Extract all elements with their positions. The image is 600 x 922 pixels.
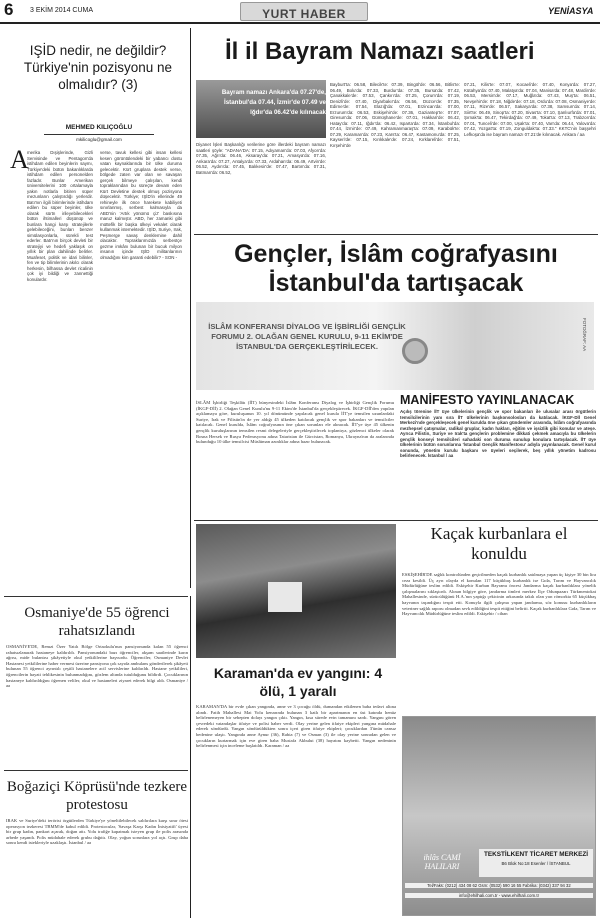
bayram-headline: İl il Bayram Namazı saatleri — [225, 38, 535, 65]
column-text-2: verse, tavuk kellesi gibi insan kellesi kesen görüntülendeki bir yabancı dostu vatan kaynaklarında bir ülke duruma gelecektir. Kürt gruplara destek verse, bölgede zaten var olan ve savaşan gerçek bilmeye çalışılan, kendi topraklarından bu süreçte devam eden Kürt Devletine destek olmuş pozisyona düşecektir. Türkiye; IŞİD'in ellerinde 49 rehineyle ilk önce harekete kabiliyeti sınırlanmış, serbest kalmasıyla da ABD'nin 'Artık yönümü çiz' baskısına maruz kalmıştır. ABD, her zamanki gibi müttefik bir başka ülkeyi vekalet olarak kullanmak istemektedir. IŞİD, Suriye, Irak, Peşmerge savaş denklemine dahil olacaktır. Topraklarımızda serbestçe gezme imkânı bulunan bir bucuk milyon insanın içinde IŞİD militanlarının olmadığını kim garanti edebilir? - SON - — [100, 150, 182, 260]
manifesto-text: Açılış törenine İİT üye ülkelerinin gençlik ve spor bakanları ile ulusalar arası örgütlerin temsilcilerinin yanı sıra İİT ülkelerinin başkonsolosları da katılacak. İKGF-Dİİ Genel Merkezi'nde gerçekleşecek genel kurulda öne çıkan gündemler arasında, İslâm coğrafyasında mezhepsel çatışmalar, radikal gruplar, kadın hakları, eğitim ve işsizlik gibi konular ve ateşe. Ayrıca Filistin, Suriye ve Irak'ta gençlerin problemine dikkati çekmek amacıyla bu ülkelerin gençlik konseyi temsilcileri sahadaki son duruma sunulup konulara tartışılacak. İİT üye ülkelerinin bütün sorunlarına 'İstanbul Gençlik Manifestosu' adıyla yayınlanacak. Genel kurul sonunda, yönetim kurulu başkanı ve üyeleri seçilerek, beş yıllık yönetim kadrosu belirlenecek. İstanbul / aa — [400, 409, 596, 458]
column-article — [6, 42, 186, 93]
bayram-col-2: Bayburt'ta: 06.58, Bilecik'te: 07.39, Bingöl'de: 06.56, Bitlis'te: 06.49, Bolu'da: 07.33, Burdur'da: 07.35, Bursa'da: 07.42, Çanakkale'de: 07.53, Çankırı'da: 07.25, Çorum'da: 07.19, Denizli'de: 07.40, Diyarbakır'da: 06.56, Düzce'de: 07.35, Edirne'de: 07.54, Elazığ'da: 07.01, Erzincan'da: 07.00, Erzurum'da: 06.53, Eskişehir'de: 07.36, Gaziantep'te: 07.07, Giresun'da: 07.06, Gümüşhane'de: 07.01, Hakkari'de: 06.42, Hatay'da: 07.11, Iğdır'da: 06.42, Isparta'da: 07.34, İstanbul'da: 07.44, İzmir'de: 07.49, Kahramanmaraş'ta: 07.09, Karabük'te: 07.29, Karaman'da: 07.23, Kars'ta: 06.47, Kastamonu'da: 07.25, Kayseri'de: 07.15, Kırıkkale'de: 07.24, Kırklareli'de: 07.51, Kırşehir'de — [330, 82, 460, 148]
ad-title: TEKSTİLKENT TİCARET MERKEZİ — [483, 851, 589, 858]
ad-box — [402, 716, 596, 916]
osmaniye-top-rule — [4, 596, 188, 597]
osmaniye-body: OSMANİYE'DE, Remzi Özer Yatılı Bölge Ortaokulu'nun pansiyonunda kalan 55 öğrenci rahatsızlanarak hastaneye kaldırıldı. Pansiyonundaki bazı öğrenciler, akşam saatlerinde karın ağrısı, mide bulantısı şikâyetiyle okul yetkililerine başvurdu. Öğrenciler, Osmaniye Devlet Hastanesi yetkililerine haber vermesi üzerine pansiyona çok sayıda ambulans gönderilerek şikâyeti bulunan 55 öğrenci ayrıntılı çeşitli hastanelere acil servislerine kaldırıldı. Hastane yetkilileri, öğrencilerin hayati tehlikesinin bulunmadığını, gözlem altında tutulduğunu bildirdi. Çocuklarının hastaneye kaldırıldığını öğrenen veliler, okul ve hastaneleri ziyaret ederek bilgi aldı. Osmaniye / aa — [6, 644, 188, 689]
forum-headline-1: Gençler, İslâm coğrafyasını — [234, 240, 558, 268]
author-rule — [44, 134, 154, 135]
kacak-body: ESKİŞEHİR'DE sağlık kontrolünden geçirilmeden kaçak kurbanlık satılmaya yapan üç kişiye 30 bin lira ceza kesildi. Üç ayrı olayda el konulan 117 küçükbaş kurbanlık ise Gıda, Tarım ve Hayvancılık Müdürlüğüne teslim edildi. Eskişehir Kurban Bayramı öncesi Jandarma kaçak kurbanlıklara yönelik çalışmalarını sıklaştırdı. Alınan bilgiye göre, jandarma timleri merkez İlçe Odunpazarı Türkmentokat Mahallesinde, sürücülüğünü H.A.'nın yaptığı çekicinin arkasında takılı olan yarı römorkta 65 küçükbaş hayvanın taşındığını tespit etti. Konuyla ilgili çalışma yapan jandarma, söz konusu kurbanlıkların veteriner sağlık raporu olmadan sevk edildiğini tespit ettiğini belirtti. Kaçak kurbanlıklara Gıda, Tarım ve Hayvancılık Müdürlüğüne teslim edildi. Eskişehir / cihan — [402, 572, 596, 617]
ad-web: info@ehilhali.com.tr - www.ehilhali.com.tr — [405, 893, 593, 898]
forum-body: İSLÂM İşbirliği Teşkilâtı (İİT) bünyesindeki İslâm Konferansı Diyalog ve İşbirliği Gençlik Forumu (İKGF-Dİİ) 2. Olağan Genel Kurulu'nu 9-11 Ekim'de İstanbul'da gerçekleştirecek. İKGF-Dİİ'den yapılan açıklamaya göre, kuruluşunun 10. yıl dönümünde yapılacak genel kurula İİT'ye temsilen uzunlardaki Suriye, Irak ve Filistin'in de yer aldığı 45 ülkeden katılacak gençlik ve spor bakanları ve temsilciler katılacak. Genel kurulda, İslâm coğrafyasının öne çıkan sorunları ele alınacak. İİT'ye üye 45 ülkenin gençlik kuruluşlarının temsilen resmi delegeleriyle gerçekleştirilecek toplantıya, gözlemci ülkeler olarak Bosna Hersek ve Rusya Federasyonu adına Tataristan ile Gürcistan, Romanya, Ukrayna'nın da aralarında bulunduğu 10 ülke temsilcisi Müslüman azınlıklar adına hazır bulunacak. — [196, 400, 394, 445]
forum-banner: İSLÂM KONFERANSI DİYALOG VE İŞBİRLİĞİ GENÇLİK FORUMU 2. OLAĞAN GENEL KURULU, 9-11 EKİM'DE İSTANBUL'DA GERÇEKLEŞTİRİLECEK. — [208, 322, 406, 351]
ad-address: B6 Blok No:18 Esenler / İSTANBUL — [501, 861, 571, 866]
bogazici-top-rule — [4, 770, 188, 771]
bayram-col-3: 07.21, Kilis'te: 07.07, Kocaeli'de: 07.40, Konya'da: 07.27, Kütahya'da: 07.40, Malatya'da: 07.04, Manisa'da: 07.48, Mardin'de: 06.53, Mersin'de: 07.17, Muğla'da: 07.43, Muş'ta: 06.51, Nevşehir'de: 07.18, Niğde'de: 07.18, Ordu'da: 07.08, Osmaniye'de: 07.11, Rize'de: 06.57, Sakarya'da: 07.38, Samsun'da: 07.14, Siirt'te: 06.49, Sinop'ta: 07.20, Sivas'ta: 07.10, Şanlıurfa'da: 07.01, Şırnak'ta: 06.47, Tekirdağ'da: 07.49, Tokat'ta: 07.13, Trabzon'da: 07.01, Tunceli'de: 07.00, Uşak'ta: 07.40, Van'da: 06.44, Yalova'da: 07.42, Yozgat'ta: 07.19, Zonguldak'ta: 07.33." KKTC'nin başşehri Lefkoşa'da ise bayram namazı 07.21'de kılınacak. Ankara / aa — [464, 82, 596, 137]
section-title: YURT HABER — [262, 7, 346, 21]
forum-bottom-rule — [194, 520, 598, 521]
kacak-headline: Kaçak kurbanlara el konuldu — [430, 524, 568, 563]
issue-date: 3 EKİM 2014 CUMA — [30, 7, 94, 14]
header-rule — [0, 22, 600, 24]
bayram-col-1: Diyanet İşleri Başkanlığı verilerine göre illerdeki bayram namazı saatleri şöyle: "ADANA'DA: 07.15, Adıyaman'da: 07.03, Afyon'da: 07.35, Ağrı'da: 06.46, Aksaray'da: 07.21, Amasya'da: 07.16, Ankara'da: 07.27, Antalya'da: 07.33, Ardahan'da: 06.49, Artvin'de: 06.52, Aydın'da: 07.45, Balıkesir'de: 07.47, Bartın'da: 07.31, Batman'da: 06.52, — [196, 142, 326, 175]
bayram-bottom-rule — [194, 234, 598, 235]
masthead-logo: YENİASYA — [548, 6, 594, 16]
osmaniye-headline: Osmaniye'de 55 öğrenci rahatsızlandı — [24, 605, 170, 639]
left-column-rule — [190, 28, 191, 588]
karaman-headline: Karaman'da ev yangını: 4 ölü, 1 yaralı — [213, 665, 383, 699]
fire-photo-window — [268, 582, 302, 612]
author-name: MEHMED KILIÇOĞLU — [65, 124, 133, 131]
photo-credit: FOTOĞRAF: AA — [582, 318, 587, 352]
ad-phone: Tel/Faks: (0212) 434 08 62 Gsm: (0532) 590 16 55 Fabrika: (0342) 337 94 32 — [405, 883, 593, 888]
section-tab — [240, 2, 368, 21]
forum-headline-2: İstanbul'da tartışacak — [268, 269, 524, 297]
bayram-intro: Bayram namazı Ankara'da 07.27'de, İstanbul'da 07.44, İzmir'de 07.49 ve Iğdır'da 06.42'de kılınacak — [221, 89, 326, 116]
page-header — [0, 0, 600, 22]
column-text-1: merika Dışişlerinde, Gizli Servisinde ve Pentagon'da istihdam edilen beyinlerin saymı, Türkiye'deki bütün bakanlıklarda istihdam edilen personelden fazladır. Bunlar Amerikan üniversitelerini 100 ortalamayla yakın notlarla bitiren süper mezunların çalıştırdığı yerlerdir. Batı'nın ilgili birimlerinde istihdam edilen bu süper beyinler, ülke olarak sürtn irileyebilecekleri bütün ihtimalleri düşünüp ve bunlara hangi karşı stratejilerle gelebileceğini, bunları benzer simülasyonlarla, sürekli test ederler. Batı'nın birçok devleti bir stratejiyi ve hedefi yaklaşık on yıllık bir plan dahilinde belirler. Muafeset, politik ve idari bilinler, fen ve tip bilimlerinin akılcı olarak herkesin, bilhassa devlet ricalinin çok iyi bildiği ve zannettiği konulardır. — [27, 150, 93, 282]
page-number: 6 — [4, 0, 14, 19]
author-email: mkilicoglu@gmail.com — [76, 137, 122, 142]
bogazici-headline: Boğaziçi Köprüsü'nde tezkere protestosu — [6, 779, 188, 813]
karaman-body: KARAMAN'DA bir evde çıkan yangında, anne ve 3 çocuğu öldü, dumandan etkilenen baba tedavi altına alındı. Fatih Mahallesi Mai Yolu kenarında bulunan 3 katlı bir apartmanın en üst katında henüz belirlenemeyen bir sebepten dolayı yangın çıktı. Yangın, kısa sürede evin tamamını sardı. Yangını gören çevredeki vatandaşlar itfaiye ve polisi haber verdi. Olay yerine gelen itfaiye ekipleri yangına müdahale ederek söndürdü. Yangın söndürüldükten sonra içeri giren itfaiye ekipleri; çocuklardan 3'ünün cansız bedenine ulaştı. Yangında anne Aynur (36), Rabia (7) ve Osman (3) ile olay yerine sonradan gelen ve çocukların kurtarmak için eve giren baba Mustafa Akbulut (38) hayatını kaybetti. Yangın nedeninin belirlenmesi için inceleme başlatıldı. Karaman / aa — [196, 704, 396, 749]
column-headline: IŞİD nedir, ne değildir? Türkiye'nin pozisyonu ne olmalıdır? (3) — [23, 43, 173, 92]
ad-logo: ihlâs CAMİ HALILARI — [423, 853, 461, 871]
lower-left-rule — [190, 596, 191, 918]
manifesto-title: MANİFESTO YAYINLANACAK — [400, 393, 575, 407]
bogazici-body: IRAK ve Suriye'deki terörist örgütlerden Türkiye'ye yöneltilebilecek saldırılara karşı sınır ötesi operasyon tezkeresi TBMM'de kabul edildi. Protestocular, 'Savaşa Karşı Kadın İnisiyatifi' üyesi bir grup kadın, pankart açarak, doğan attı. Yolu trafiğe kapatmak isteyen grup ile polis arasında arbede yaşandı. Polis müdahale ederek grubu dağıttı. Olay, yoğun sorunlara yol açtı. Grup daha sonra kendi istekleriyle uzaklaştı. İstanbul / aa — [6, 818, 188, 846]
drop-cap: A — [10, 145, 29, 174]
fire-photo — [196, 524, 396, 658]
